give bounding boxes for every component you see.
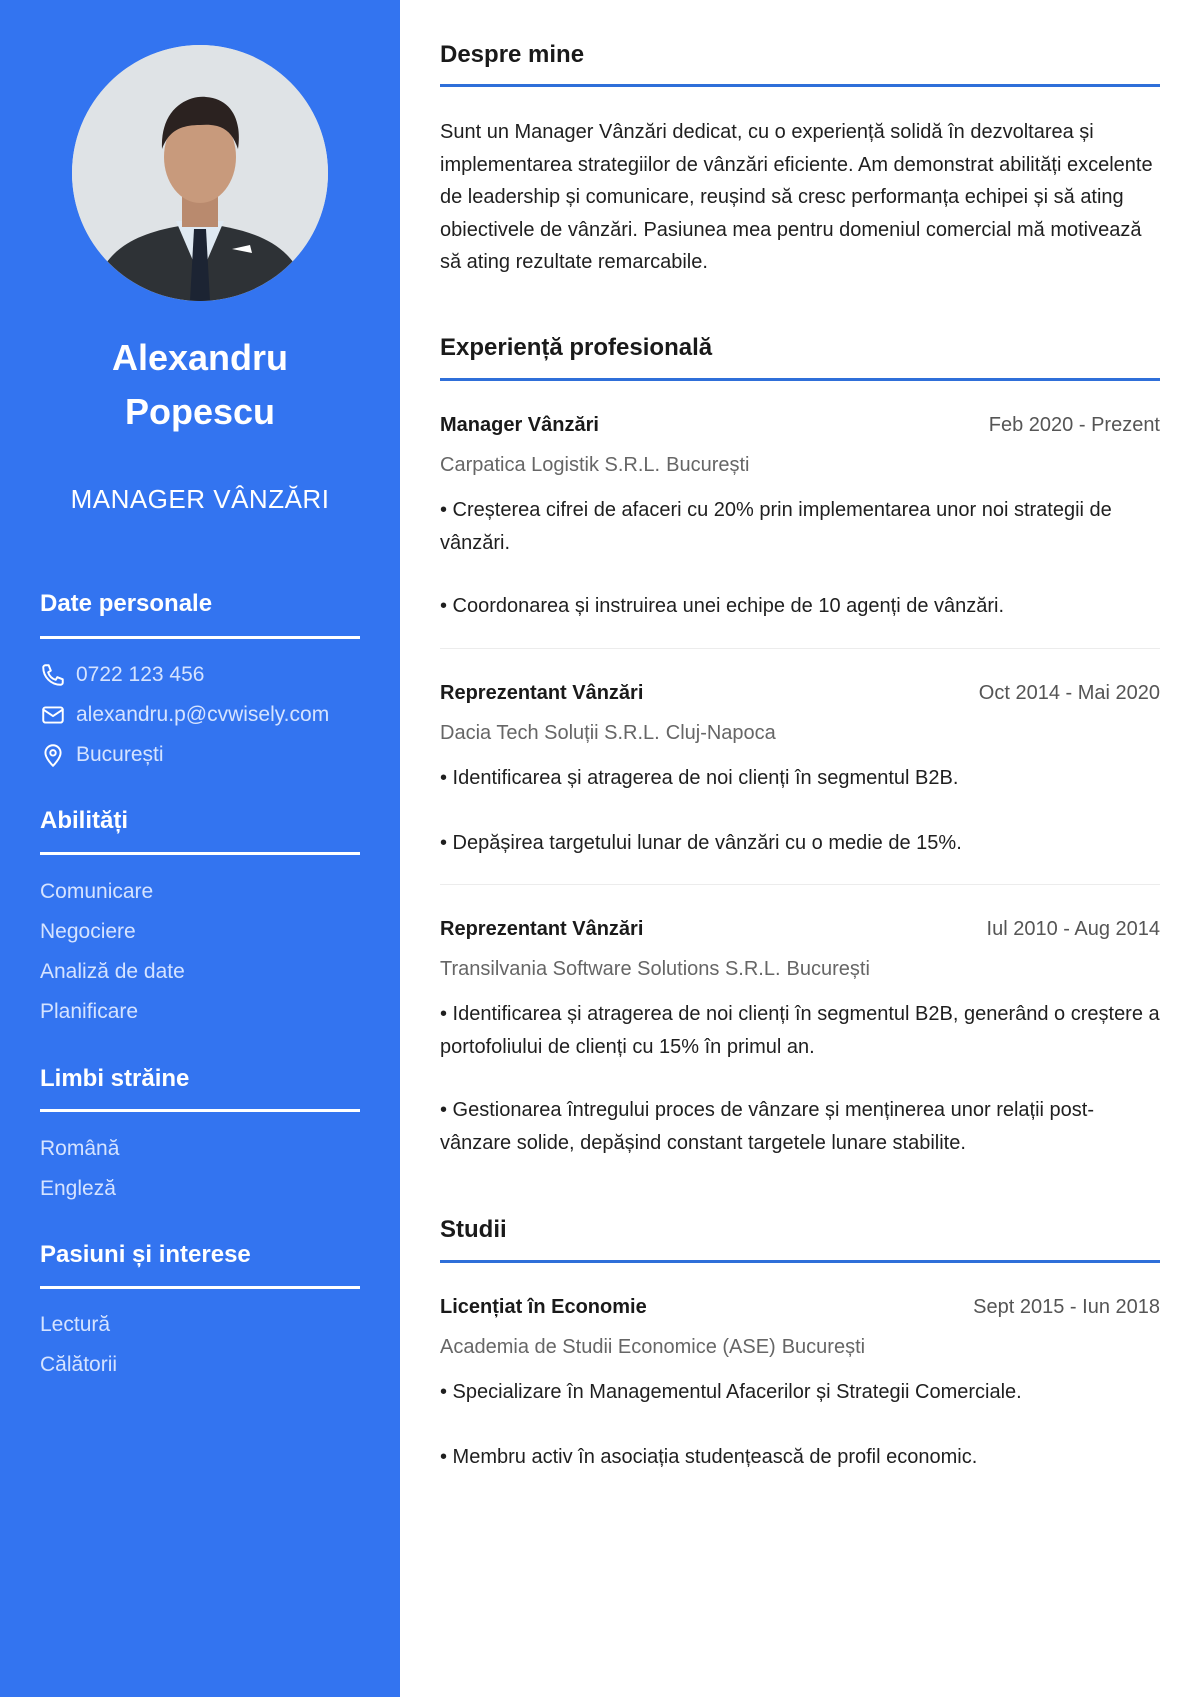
sidebar — [0, 0, 400, 1697]
education-divider — [440, 1260, 1160, 1263]
company-name: Dacia Tech Soluții S.R.L. — [440, 722, 660, 744]
skill-item: Analiză de date — [40, 960, 185, 983]
school-name: Academia de Studii Economice (ASE) — [440, 1336, 776, 1358]
location-text: București — [76, 743, 164, 766]
education-bullet: • Specializare în Managementul Afacerilor și Strategii Comerciale. — [440, 1381, 1022, 1403]
company-city: București — [666, 454, 750, 476]
job-bullet: • Identificarea și atragerea de noi clienți în segmentul B2B. — [440, 767, 959, 789]
language-item: Română — [40, 1137, 120, 1160]
company-name: Carpatica Logistik S.R.L. — [440, 454, 661, 476]
skill-item: Planificare — [40, 1000, 139, 1023]
job-company — [440, 454, 749, 477]
profile-photo-illustration — [72, 45, 328, 301]
phone-number[interactable]: 0722 123 456 — [76, 663, 205, 686]
hobby-item: Călătorii — [40, 1353, 118, 1376]
job-separator — [440, 884, 1160, 885]
mail-icon — [40, 702, 66, 728]
job-date: Iul 2010 - Aug 2014 — [986, 918, 1160, 940]
job-bullet: • Depășirea targetului lunar de vânzări cu o medie de 15%. — [440, 832, 962, 854]
hobbies-heading: Pasiuni și interese — [40, 1241, 251, 1268]
contact-phone — [40, 662, 204, 688]
experience-divider — [440, 378, 1160, 381]
personal-data-divider — [40, 636, 360, 639]
skill-item: Comunicare — [40, 880, 154, 903]
job-company — [440, 958, 870, 981]
candidate-role: MANAGER VÂNZĂRI — [70, 484, 330, 514]
job-bullet: • Gestionarea întregului proces de vânzare și menținerea unor relații post-vânzare solide, depășind constant targetele lunare stabilite. — [440, 1099, 1095, 1154]
job-title: Reprezentant Vânzări — [440, 682, 644, 704]
job-title: Manager Vânzări — [440, 414, 599, 436]
contact-email — [40, 702, 329, 728]
degree-date: Sept 2015 - Iun 2018 — [973, 1296, 1160, 1318]
job-title: Reprezentant Vânzări — [440, 918, 644, 940]
job-company — [440, 722, 776, 745]
about-heading: Despre mine — [440, 41, 585, 68]
hobby-item: Lectură — [40, 1313, 111, 1336]
about-divider — [440, 84, 1160, 87]
email-address[interactable]: alexandru.p@cvwisely.com — [76, 703, 330, 726]
school — [440, 1336, 865, 1359]
skills-heading: Abilități — [40, 807, 128, 834]
company-name: Transilvania Software Solutions S.R.L. — [440, 958, 781, 980]
job-bullet: • Creșterea cifrei de afaceri cu 20% prin implementarea unor noi strategii de vânzări. — [440, 499, 1112, 554]
contact-location — [40, 742, 164, 768]
candidate-last-name: Popescu — [124, 391, 276, 432]
hobbies-divider — [40, 1286, 360, 1289]
company-city: București — [786, 958, 870, 980]
languages-heading: Limbi străine — [40, 1065, 190, 1092]
skills-divider — [40, 852, 360, 855]
experience-heading: Experiență profesională — [440, 334, 713, 361]
about-text: Sunt un Manager Vânzări dedicat, cu o experiență solidă în dezvoltarea și implementarea strategiilor de vânzări eficiente. Am demonstrat abilități excelente de leadership și comunicare, reușind să cresc performanța echipei și să ating obiectivele de vânzări. Pasiunea mea pentru domeniul comercial mă motivează să ating rezultate remarcabile. — [440, 121, 1153, 273]
job-bullet: • Identificarea și atragerea de noi clienți în segmentul B2B, generând o creștere a portofoliului de clienți cu 15% în primul an. — [440, 1003, 1160, 1058]
education-bullet: • Membru activ în asociația studențească de profil economic. — [440, 1446, 978, 1468]
degree-title: Licențiat în Economie — [440, 1296, 647, 1318]
location-pin-icon — [40, 742, 66, 768]
job-date: Feb 2020 - Prezent — [988, 414, 1160, 436]
job-separator — [440, 648, 1160, 649]
skill-item: Negociere — [40, 920, 136, 943]
personal-data-heading: Date personale — [40, 590, 213, 617]
languages-divider — [40, 1109, 360, 1112]
school-city: București — [781, 1336, 866, 1358]
job-bullet: • Coordonarea și instruirea unei echipe de 10 agenți de vânzări. — [440, 595, 1005, 617]
job-date: Oct 2014 - Mai 2020 — [978, 682, 1160, 704]
candidate-first-name: Alexandru — [111, 337, 289, 378]
company-city: Cluj-Napoca — [665, 722, 776, 744]
profile-photo — [72, 45, 328, 301]
language-item: Engleză — [40, 1177, 116, 1200]
phone-icon — [40, 662, 66, 688]
education-heading: Studii — [440, 1216, 507, 1243]
